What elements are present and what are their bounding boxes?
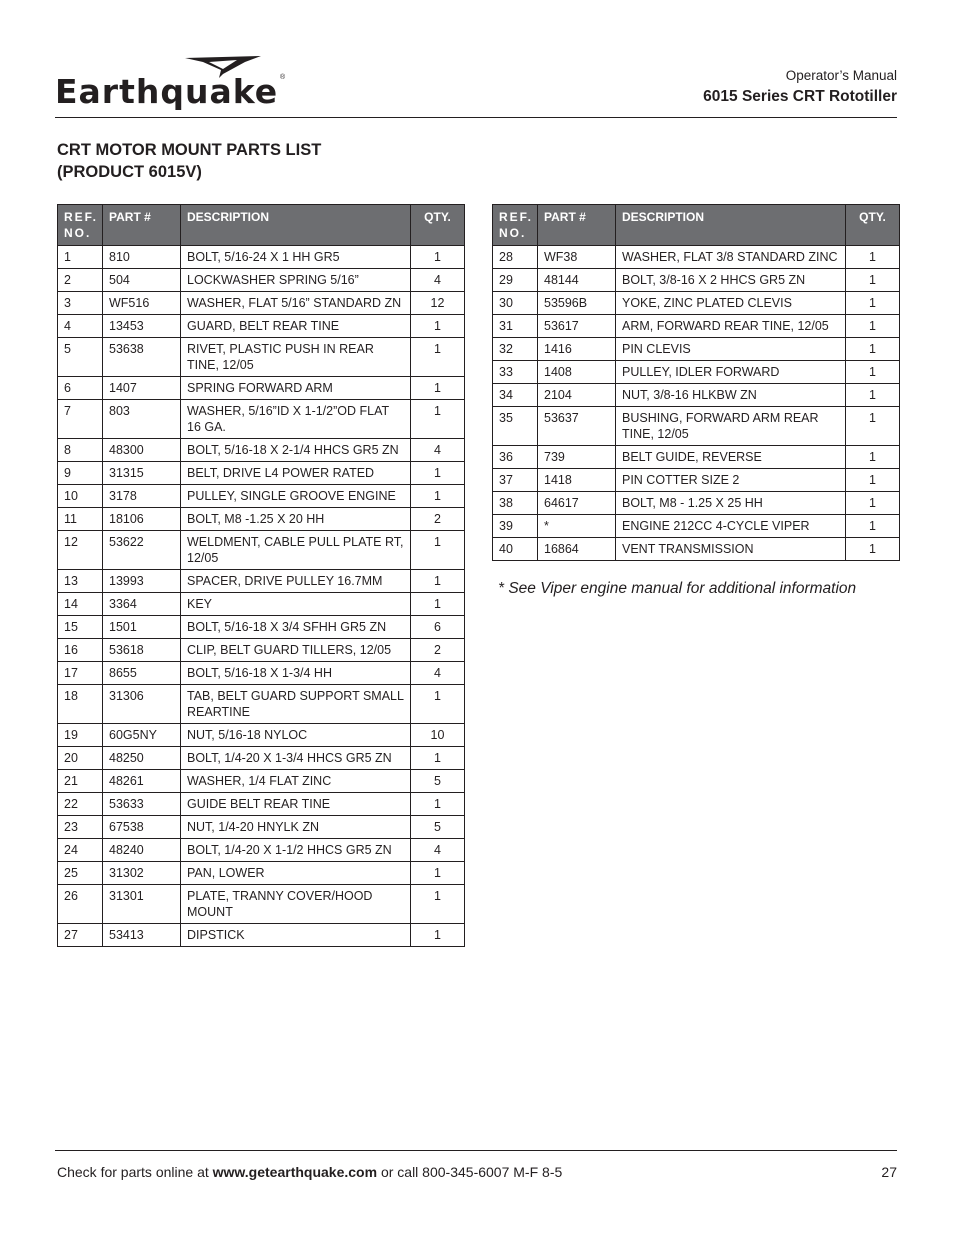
table-row <box>58 246 465 269</box>
brand-name: Earthquake <box>55 72 279 111</box>
table-row <box>58 616 465 639</box>
description-cell: LOCKWASHER SPRING 5/16” <box>181 269 411 292</box>
ref-cell: 14 <box>58 593 103 616</box>
part-number-cell: 53622 <box>103 531 181 570</box>
qty-cell: 5 <box>411 770 465 793</box>
registered-mark: ® <box>280 74 286 81</box>
part-number-cell: 739 <box>538 446 616 469</box>
qty-cell: 1 <box>411 862 465 885</box>
ref-cell: 16 <box>58 639 103 662</box>
qty-cell: 2 <box>411 639 465 662</box>
description-cell: BOLT, 5/16-24 X 1 HH GR5 <box>181 246 411 269</box>
qty-cell: 1 <box>411 246 465 269</box>
table-row <box>58 593 465 616</box>
table-row <box>493 338 900 361</box>
ref-cell: 31 <box>493 315 538 338</box>
col-ref-header: REF. NO. <box>58 205 103 246</box>
table-row <box>58 377 465 400</box>
qty-cell: 1 <box>411 924 465 947</box>
table-row <box>493 361 900 384</box>
description-cell: WASHER, FLAT 3/8 STANDARD ZINC <box>616 246 846 269</box>
description-cell: BOLT, 3/8-16 X 2 HHCS GR5 ZN <box>616 269 846 292</box>
part-number-cell: 60G5NY <box>103 724 181 747</box>
ref-cell: 24 <box>58 839 103 862</box>
qty-cell: 4 <box>411 439 465 462</box>
ref-cell: 27 <box>58 924 103 947</box>
description-cell: WASHER, FLAT 5/16” STANDARD ZN <box>181 292 411 315</box>
part-number-cell: 48300 <box>103 439 181 462</box>
part-number-cell: 1407 <box>103 377 181 400</box>
table-row <box>58 747 465 770</box>
qty-cell: 1 <box>846 538 900 561</box>
ref-cell: 19 <box>58 724 103 747</box>
description-cell: BOLT, 5/16-18 X 1-3/4 HH <box>181 662 411 685</box>
description-cell: BUSHING, FORWARD ARM REAR TINE, 12/05 <box>616 407 846 446</box>
description-cell: PLATE, TRANNY COVER/HOOD MOUNT <box>181 885 411 924</box>
qty-cell: 1 <box>411 885 465 924</box>
page-title <box>57 139 321 183</box>
table-row <box>58 662 465 685</box>
ref-cell: 26 <box>58 885 103 924</box>
table-row <box>58 292 465 315</box>
description-cell: NUT, 5/16-18 NYLOC <box>181 724 411 747</box>
footer-text <box>57 1164 562 1180</box>
table-row <box>493 407 900 446</box>
qty-cell: 6 <box>411 616 465 639</box>
description-cell: WELDMENT, CABLE PULL PLATE RT, 12/05 <box>181 531 411 570</box>
qty-cell: 12 <box>411 292 465 315</box>
ref-cell: 3 <box>58 292 103 315</box>
ref-cell: 11 <box>58 508 103 531</box>
qty-cell: 1 <box>846 407 900 446</box>
page-title-line-1: CRT MOTOR MOUNT PARTS LIST <box>57 141 322 159</box>
col-part-header: PART # <box>538 205 616 246</box>
qty-cell: 1 <box>846 384 900 407</box>
qty-cell: 1 <box>411 531 465 570</box>
part-number-cell: WF516 <box>103 292 181 315</box>
qty-cell: 1 <box>846 446 900 469</box>
part-number-cell: 1416 <box>538 338 616 361</box>
part-number-cell: 64617 <box>538 492 616 515</box>
qty-cell: 1 <box>411 338 465 377</box>
ref-cell: 40 <box>493 538 538 561</box>
footer-prefix: Check for parts online at <box>57 1164 213 1180</box>
part-number-cell: 1418 <box>538 469 616 492</box>
table-row <box>58 462 465 485</box>
parts-table-left <box>57 204 465 947</box>
footer-divider <box>55 1150 897 1151</box>
page-title-line-2: (PRODUCT 6015V) <box>57 163 202 181</box>
manual-label: Operator’s Manual <box>785 68 897 83</box>
website-link[interactable]: www.getearthquake.com <box>212 1164 378 1180</box>
qty-cell: 1 <box>846 492 900 515</box>
description-cell: NUT, 1/4-20 HNYLK ZN <box>181 816 411 839</box>
description-cell: BOLT, 5/16-18 X 2-1/4 HHCS GR5 ZN <box>181 439 411 462</box>
ref-cell: 4 <box>58 315 103 338</box>
description-cell: ARM, FORWARD REAR TINE, 12/05 <box>616 315 846 338</box>
description-cell: CLIP, BELT GUARD TILLERS, 12/05 <box>181 639 411 662</box>
table-row <box>58 862 465 885</box>
table-row <box>58 724 465 747</box>
part-number-cell: 1501 <box>103 616 181 639</box>
qty-cell: 1 <box>846 292 900 315</box>
col-qty-header: QTY. <box>846 205 900 246</box>
table-row <box>58 269 465 292</box>
ref-cell: 13 <box>58 570 103 593</box>
part-number-cell: 1408 <box>538 361 616 384</box>
ref-cell: 36 <box>493 446 538 469</box>
ref-cell: 25 <box>58 862 103 885</box>
description-cell: BOLT, M8 - 1.25 X 25 HH <box>616 492 846 515</box>
qty-cell: 2 <box>411 508 465 531</box>
qty-cell: 1 <box>411 570 465 593</box>
ref-cell: 35 <box>493 407 538 446</box>
qty-cell: 1 <box>411 462 465 485</box>
part-number-cell: 18106 <box>103 508 181 531</box>
table-row <box>58 485 465 508</box>
description-cell: BELT, DRIVE L4 POWER RATED <box>181 462 411 485</box>
ref-cell: 8 <box>58 439 103 462</box>
table-row <box>58 531 465 570</box>
qty-cell: 4 <box>411 662 465 685</box>
ref-cell: 33 <box>493 361 538 384</box>
part-number-cell: 16864 <box>538 538 616 561</box>
col-ref-header: REF. NO. <box>493 205 538 246</box>
table-row <box>58 338 465 377</box>
series-title: 6015 Series CRT Rototiller <box>703 88 897 105</box>
qty-cell: 1 <box>846 269 900 292</box>
table-row <box>58 315 465 338</box>
description-cell: SPACER, DRIVE PULLEY 16.7MM <box>181 570 411 593</box>
description-cell: NUT, 3/8-16 HLKBW ZN <box>616 384 846 407</box>
ref-cell: 30 <box>493 292 538 315</box>
table-header-row <box>58 205 465 246</box>
col-description-header: DESCRIPTION <box>616 205 846 246</box>
part-number-cell: 53633 <box>103 793 181 816</box>
table-row <box>493 446 900 469</box>
table-row <box>58 400 465 439</box>
table-header-row <box>493 205 900 246</box>
ref-cell: 37 <box>493 469 538 492</box>
ref-cell: 18 <box>58 685 103 724</box>
qty-cell: 1 <box>846 338 900 361</box>
description-cell: ENGINE 212CC 4-CYCLE VIPER <box>616 515 846 538</box>
part-number-cell: 31306 <box>103 685 181 724</box>
description-cell: GUIDE BELT REAR TINE <box>181 793 411 816</box>
qty-cell: 1 <box>411 685 465 724</box>
part-number-cell: 53617 <box>538 315 616 338</box>
table-row <box>493 315 900 338</box>
ref-cell: 38 <box>493 492 538 515</box>
ref-cell: 1 <box>58 246 103 269</box>
qty-cell: 1 <box>411 747 465 770</box>
description-cell: BOLT, 1/4-20 X 1-3/4 HHCS GR5 ZN <box>181 747 411 770</box>
page-number: 27 <box>881 1164 897 1180</box>
col-description-header: DESCRIPTION <box>181 205 411 246</box>
part-number-cell: 31301 <box>103 885 181 924</box>
ref-cell: 21 <box>58 770 103 793</box>
table-row <box>58 885 465 924</box>
part-number-cell: 53638 <box>103 338 181 377</box>
col-qty-header: QTY. <box>411 205 465 246</box>
part-number-cell: 48144 <box>538 269 616 292</box>
description-cell: KEY <box>181 593 411 616</box>
description-cell: WASHER, 1/4 FLAT ZINC <box>181 770 411 793</box>
table-row <box>493 515 900 538</box>
description-cell: PAN, LOWER <box>181 862 411 885</box>
part-number-cell: 48250 <box>103 747 181 770</box>
description-cell: BOLT, 1/4-20 X 1-1/2 HHCS GR5 ZN <box>181 839 411 862</box>
part-number-cell: 48240 <box>103 839 181 862</box>
part-number-cell: 13993 <box>103 570 181 593</box>
table-row <box>58 639 465 662</box>
qty-cell: 1 <box>846 515 900 538</box>
table-row <box>58 508 465 531</box>
qty-cell: 1 <box>846 246 900 269</box>
part-number-cell: 8655 <box>103 662 181 685</box>
qty-cell: 10 <box>411 724 465 747</box>
table-row <box>493 292 900 315</box>
table-row <box>493 538 900 561</box>
ref-cell: 20 <box>58 747 103 770</box>
qty-cell: 1 <box>411 400 465 439</box>
qty-cell: 5 <box>411 816 465 839</box>
part-number-cell: 3364 <box>103 593 181 616</box>
qty-cell: 1 <box>846 469 900 492</box>
ref-cell: 7 <box>58 400 103 439</box>
description-cell: RIVET, PLASTIC PUSH IN REAR TINE, 12/05 <box>181 338 411 377</box>
qty-cell: 1 <box>411 485 465 508</box>
table-row <box>58 793 465 816</box>
part-number-cell: 810 <box>103 246 181 269</box>
qty-cell: 1 <box>846 361 900 384</box>
qty-cell: 1 <box>411 593 465 616</box>
table-row <box>493 384 900 407</box>
table-row <box>493 492 900 515</box>
ref-cell: 6 <box>58 377 103 400</box>
table-row <box>58 439 465 462</box>
table-row <box>58 685 465 724</box>
ref-cell: 2 <box>58 269 103 292</box>
col-part-header: PART # <box>103 205 181 246</box>
parts-table-right-body <box>493 246 900 561</box>
table-row <box>58 839 465 862</box>
ref-cell: 10 <box>58 485 103 508</box>
part-number-cell: 13453 <box>103 315 181 338</box>
part-number-cell: 67538 <box>103 816 181 839</box>
qty-cell: 1 <box>846 315 900 338</box>
description-cell: BOLT, M8 -1.25 X 20 HH <box>181 508 411 531</box>
description-cell: PULLEY, IDLER FORWARD <box>616 361 846 384</box>
table-row <box>493 469 900 492</box>
ref-cell: 28 <box>493 246 538 269</box>
ref-cell: 9 <box>58 462 103 485</box>
qty-cell: 1 <box>411 793 465 816</box>
ref-cell: 15 <box>58 616 103 639</box>
qty-cell: 1 <box>411 315 465 338</box>
ref-cell: 29 <box>493 269 538 292</box>
ref-cell: 39 <box>493 515 538 538</box>
part-number-cell: 504 <box>103 269 181 292</box>
ref-cell: 12 <box>58 531 103 570</box>
description-cell: TAB, BELT GUARD SUPPORT SMALL REARTINE <box>181 685 411 724</box>
qty-cell: 4 <box>411 269 465 292</box>
description-cell: GUARD, BELT REAR TINE <box>181 315 411 338</box>
ref-cell: 23 <box>58 816 103 839</box>
part-number-cell: WF38 <box>538 246 616 269</box>
table-row <box>58 924 465 947</box>
footnote: * See Viper engine manual for additional information <box>498 580 857 597</box>
description-cell: BELT GUIDE, REVERSE <box>616 446 846 469</box>
ref-cell: 5 <box>58 338 103 377</box>
earthquake-logo <box>55 52 290 114</box>
part-number-cell: 53413 <box>103 924 181 947</box>
parts-table-left-body <box>58 246 465 947</box>
description-cell: YOKE, ZINC PLATED CLEVIS <box>616 292 846 315</box>
table-row <box>493 269 900 292</box>
part-number-cell: 31315 <box>103 462 181 485</box>
part-number-cell: 803 <box>103 400 181 439</box>
part-number-cell: 53637 <box>538 407 616 446</box>
header-divider <box>55 117 897 118</box>
part-number-cell: 48261 <box>103 770 181 793</box>
part-number-cell: 3178 <box>103 485 181 508</box>
ref-cell: 22 <box>58 793 103 816</box>
table-row <box>493 246 900 269</box>
description-cell: PIN CLEVIS <box>616 338 846 361</box>
ref-cell: 32 <box>493 338 538 361</box>
part-number-cell: 2104 <box>538 384 616 407</box>
qty-cell: 4 <box>411 839 465 862</box>
part-number-cell: 53596B <box>538 292 616 315</box>
description-cell: SPRING FORWARD ARM <box>181 377 411 400</box>
part-number-cell: 31302 <box>103 862 181 885</box>
table-row <box>58 570 465 593</box>
description-cell: PULLEY, SINGLE GROOVE ENGINE <box>181 485 411 508</box>
description-cell: VENT TRANSMISSION <box>616 538 846 561</box>
table-row <box>58 770 465 793</box>
description-cell: PIN COTTER SIZE 2 <box>616 469 846 492</box>
parts-table-right <box>492 204 900 561</box>
ref-cell: 34 <box>493 384 538 407</box>
description-cell: WASHER, 5/16”ID X 1-1/2”OD FLAT 16 GA. <box>181 400 411 439</box>
table-row <box>58 816 465 839</box>
description-cell: DIPSTICK <box>181 924 411 947</box>
footer-suffix: or call 800-345-6007 M-F 8-5 <box>377 1164 563 1180</box>
part-number-cell: 53618 <box>103 639 181 662</box>
qty-cell: 1 <box>411 377 465 400</box>
part-number-cell: * <box>538 515 616 538</box>
description-cell: BOLT, 5/16-18 X 3/4 SFHH GR5 ZN <box>181 616 411 639</box>
ref-cell: 17 <box>58 662 103 685</box>
